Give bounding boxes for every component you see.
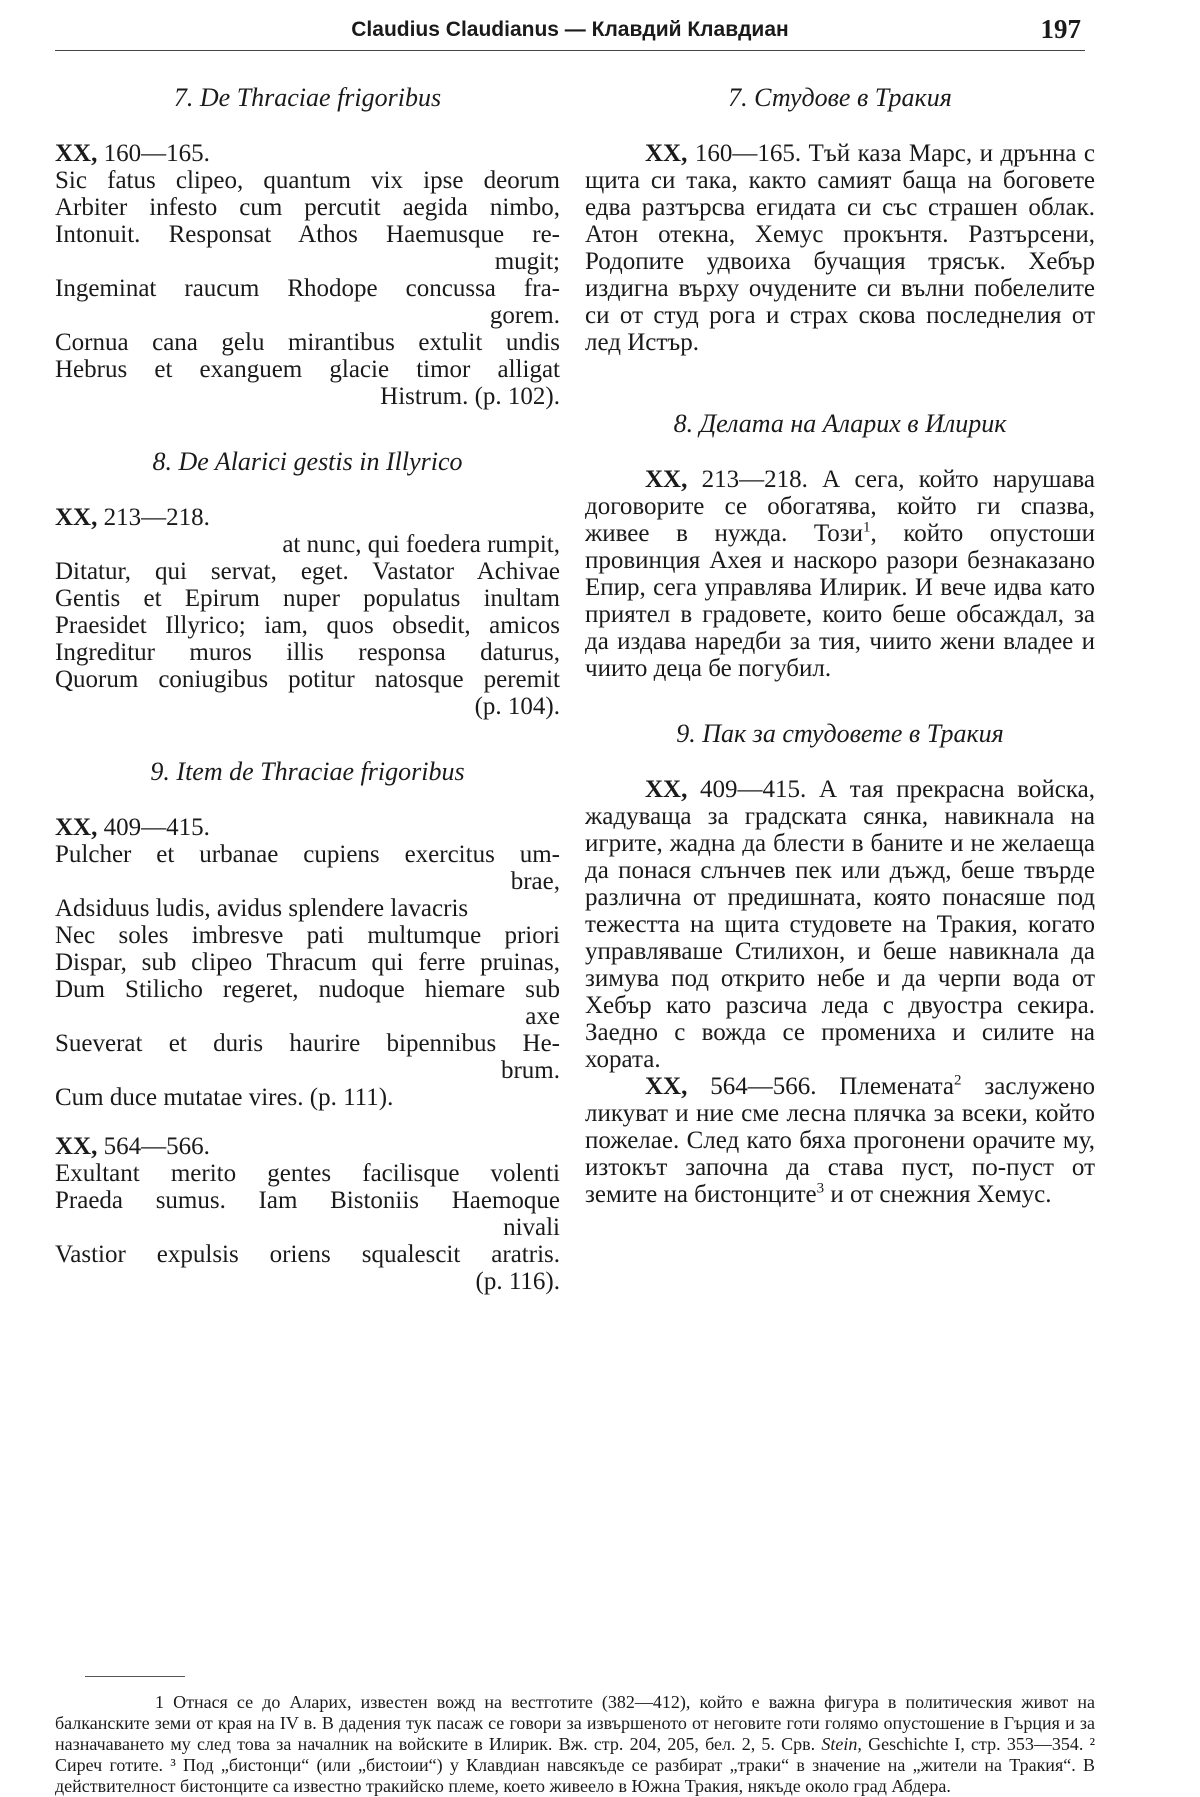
verse-line: Ingeminat raucum Rhodope concussa fra- (55, 275, 560, 302)
page-number: 197 (1040, 14, 1081, 44)
bulgarian-section-9 (585, 718, 1095, 1208)
verse-line: Exultant merito gentes facilisque volenti (55, 1160, 560, 1187)
verse-reference: XX, 409—415. (55, 814, 210, 841)
verse-reference: XX, 564—566. (55, 1133, 210, 1160)
verse-line: brum. (500, 1057, 560, 1084)
footnote-text: 1 Отнася се до Аларих, известен вожд на вестготите (382—412), който е важна фигура в политическия живот на балканските земи от края на IV в. В дадения тук пасаж се говори за извършеното от неговите готи голямо опустошение в Гърция и за назначаването му след това за началник на войските в Илирик. Вж. стр. 204, 205, бел. 2, 5. Срв. Stein, Geschichte I, стр. 353—354. ² Сиреч готите. ³ Под „бистонци“ (или „бистоии“) у Клавдиан навсякъде се разбират „траки“ в значение на „жители на Тракия“. В действителност бистонците са известно тракийско племе, което живеело в Южна Тракия, някъде около град Абдера. (55, 1692, 1095, 1796)
verse-line: Nec soles imbresve pati multumque priori (55, 922, 560, 949)
section-title: 9. Item de Thraciae frigoribus (150, 757, 465, 786)
section-title: 7. Студове в Тракия (728, 83, 952, 112)
footnote-divider (85, 1676, 185, 1677)
latin-section-7 (55, 82, 560, 410)
verse-line: Praesidet Illyrico; iam, quos obsedit, amicos (55, 612, 560, 639)
page-header (55, 12, 1085, 51)
verse-line: brae, (510, 868, 560, 895)
two-column-body (55, 82, 1095, 1331)
translation-paragraph: XX, 213—218. А сега, който нарушава договорите се обогатява, който ги спазва, живее в нужда. Този$^1$, който опустоши провинция Ахея и наскоро разори безнаказано Епир, сега управлява Илирик. И вече идва като приятел в градовете, които беше обсаждал, за да издава наредби за тия, чиито жени владее и чиито деца бе погубил. (585, 466, 1095, 682)
translation-paragraph: XX, 564—566. Племената$^2$ заслужено ликуват и ние сме лесна плячка за всеки, който пожелае. След като бяха прогонени орачите му, изтокът започна да става пуст, по-пуст от земите на бистонците$^3$ и от снежния Хемус. (585, 1072, 1095, 1208)
verse-line: Cornua cana gelu mirantibus extulit undis (55, 329, 560, 356)
verse-line: Sic fatus clipeo, quantum vix ipse deorum (55, 167, 560, 194)
verse-line: axe (525, 1003, 560, 1030)
verse-line: Cum duce mutatae vires. (p. 111). (55, 1084, 394, 1111)
verse-reference: XX, 160—165. (55, 140, 210, 167)
running-head: Claudius Claudianus — Клавдий Клавдиан (351, 18, 789, 41)
verse-lines (55, 841, 560, 1111)
verse-line: mugit; (494, 248, 560, 275)
verse-reference: XX, 213—218. (55, 504, 210, 531)
verse-line: Adsiduus ludis, avidus splendere lavacris (55, 895, 469, 922)
verse-line: Dum Stilicho regeret, nudoque hiemare sub (55, 976, 560, 1003)
verse-line: (p. 104). (474, 693, 560, 720)
verse-line: Dispar, sub clipeo Thracum qui ferre pruinas, (55, 949, 560, 976)
verse-line: Gentis et Epirum nuper populatus inultam (55, 585, 560, 612)
latin-section-9 (55, 756, 560, 1295)
section-title: 7. De Thraciae frigoribus (173, 83, 442, 112)
verse-line: gorem. (489, 302, 560, 329)
verse-line: Hebrus et exanguem glacie timor alligat (55, 356, 560, 383)
translation-paragraph: XX, 160—165. Тъй каза Марс, и дрънна с щита си така, както самият баща на боговете едва разтърсва егидата си със страшен облак. Атон отекна, Хемус прокънтя. Разтърсени, Родопите удвоиха бучащия трясък. Хебър издигна върху очудените си вълни побелелите си от студ рога и страх скова последнелия от лед Истър. (585, 140, 1095, 356)
verse-line: at nunc, qui foedera rumpit, (282, 531, 560, 558)
footnote-marker: 1 (863, 519, 871, 536)
section-title: 9. Пак за студовете в Тракия (676, 719, 1004, 748)
verse-lines (55, 531, 560, 720)
section-title: 8. Делата на Аларих в Илирик (673, 409, 1007, 438)
bulgarian-column (585, 82, 1095, 1331)
verse-line: Arbiter infesto cum percutit aegida nimbo, (55, 194, 560, 221)
latin-column (55, 82, 560, 1331)
latin-section-8 (55, 446, 560, 720)
verse-line: Ingreditur muros illis responsa daturus, (55, 639, 560, 666)
footnote-marker: 2 (954, 1072, 962, 1089)
section-title: 8. De Alarici gestis in Illyrico (152, 447, 463, 476)
bulgarian-section-8 (585, 408, 1095, 682)
verse-line: Histrum. (p. 102). (380, 383, 560, 410)
bulgarian-section-7 (585, 82, 1095, 356)
verse-line: (p. 116). (475, 1268, 560, 1295)
verse-line: Vastior expulsis oriens squalescit aratris. (55, 1241, 560, 1268)
verse-line: Intonuit. Responsat Athos Haemusque re- (55, 221, 560, 248)
translation-paragraph: XX, 409—415. А тая прекрасна войска, жадуваща за градската сянка, навикнала на игрите, жадна да блести в баните и не желаеща да понася слънчев пек или дъжд, беше твърде различна от предишната, която понасяше под тежестта на щита студовете на Тракия, когато управляваше Стилихон, и беше навикнала да зимува под открито небе и да черпи вода от Хебър като разсича леда с двуостра секира. Заедно с вожда се промениха и силите на хората. (585, 776, 1095, 1073)
verse-line: Praeda sumus. Iam Bistoniis Haemoque (55, 1187, 560, 1214)
footnotes (55, 1692, 1095, 1797)
verse-line: Sueverat et duris haurire bipennibus He- (55, 1030, 560, 1057)
verse-line: Ditatur, qui servat, eget. Vastator Achivae (55, 558, 560, 585)
verse-line: nivali (503, 1214, 560, 1241)
verse-lines (55, 1160, 560, 1295)
verse-line: Pulcher et urbanae cupiens exercitus um- (55, 841, 560, 868)
verse-lines (55, 167, 560, 410)
verse-line: Quorum coniugibus potitur natosque peremit (55, 666, 560, 693)
footnote-marker: 3 (816, 1180, 825, 1197)
